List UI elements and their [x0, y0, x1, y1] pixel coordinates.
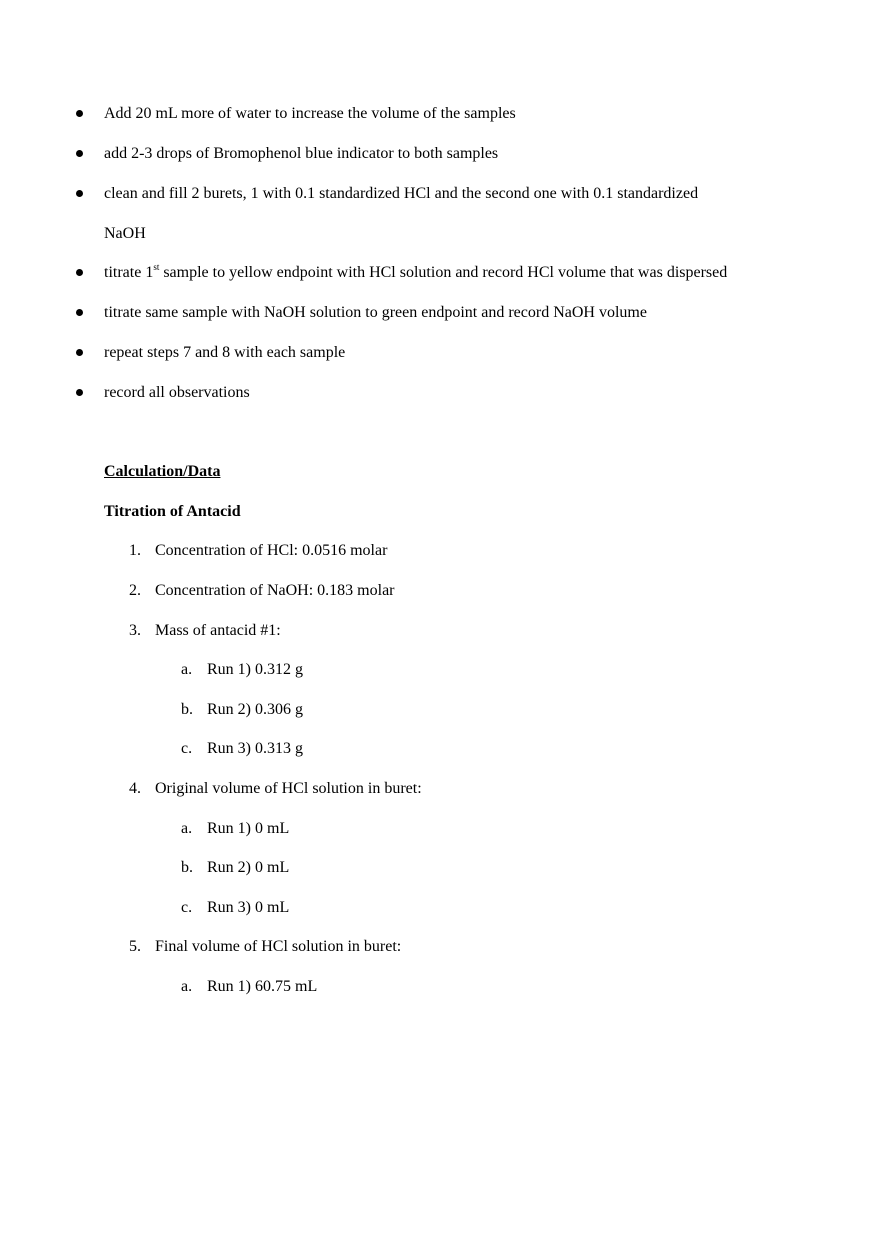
- bullet-text-continuation: NaOH: [104, 225, 146, 242]
- bullet-dot: [76, 190, 83, 197]
- item-text: Run 1) 60.75 mL: [207, 978, 318, 995]
- ordinal-superscript: st: [153, 262, 160, 272]
- bullet-dot: [76, 309, 83, 316]
- sub-list-item: [181, 699, 303, 721]
- item-number: 3.: [129, 622, 141, 639]
- list-item: [129, 540, 387, 562]
- item-text: Run 3) 0 mL: [207, 899, 290, 916]
- bullet-dot: [76, 269, 83, 276]
- item-text: Run 2) 0 mL: [207, 859, 290, 876]
- item-number: 5.: [129, 938, 141, 955]
- item-number: 1.: [129, 542, 141, 559]
- item-letter: c.: [181, 899, 193, 916]
- bullet-text: [104, 262, 727, 284]
- bullet-text: titrate same sample with NaOH solution to green endpoint and record NaOH volume: [104, 304, 647, 321]
- item-text: Run 1) 0 mL: [207, 820, 290, 837]
- procedure-bullet-continuation: [0, 223, 880, 247]
- item-letter: c.: [181, 740, 193, 757]
- item-text: Original volume of HCl solution in buret:: [155, 780, 422, 797]
- bullet-text-part: titrate 1: [104, 264, 154, 281]
- list-item: [129, 778, 422, 800]
- item-text: Mass of antacid #1:: [155, 622, 281, 639]
- sub-list-item: [181, 818, 289, 840]
- sub-list-item: [181, 897, 289, 919]
- item-number: 4.: [129, 780, 141, 797]
- procedure-bullet: [0, 183, 880, 207]
- item-letter: b.: [181, 701, 193, 718]
- bullet-text: Add 20 mL more of water to increase the volume of the samples: [104, 105, 516, 122]
- sub-list-item: [181, 857, 289, 879]
- procedure-bullet: [0, 143, 880, 167]
- bullet-dot: [76, 389, 83, 396]
- bullet-dot: [76, 349, 83, 356]
- item-letter: a.: [181, 978, 193, 995]
- item-text: Concentration of HCl: 0.0516 molar: [155, 542, 388, 559]
- procedure-bullet: [0, 262, 880, 286]
- item-text: Final volume of HCl solution in buret:: [155, 938, 402, 955]
- subsection-title: Titration of Antacid: [104, 503, 241, 520]
- procedure-bullet: [0, 103, 880, 127]
- bullet-text: add 2-3 drops of Bromophenol blue indicator to both samples: [104, 145, 499, 162]
- item-text: Concentration of NaOH: 0.183 molar: [155, 582, 395, 599]
- bullet-dot: [76, 150, 83, 157]
- bullet-dot: [76, 110, 83, 117]
- sub-list-item: [181, 659, 303, 681]
- item-letter: a.: [181, 820, 193, 837]
- list-item: [129, 580, 395, 602]
- bullet-text: record all observations: [104, 384, 250, 401]
- list-item: [129, 936, 401, 958]
- bullet-text: clean and fill 2 burets, 1 with 0.1 standardized HCl and the second one with 0.1 standardized: [104, 185, 699, 202]
- item-number: 2.: [129, 582, 141, 599]
- item-text: Run 2) 0.306 g: [207, 701, 303, 718]
- item-letter: a.: [181, 661, 193, 678]
- bullet-text: repeat steps 7 and 8 with each sample: [104, 344, 346, 361]
- sub-list-item: [181, 738, 303, 760]
- procedure-bullet: [0, 302, 880, 326]
- procedure-bullet: [0, 382, 880, 406]
- item-text: Run 3) 0.313 g: [207, 740, 303, 757]
- sub-list-item: [181, 976, 317, 998]
- item-text: Run 1) 0.312 g: [207, 661, 303, 678]
- procedure-bullet: [0, 342, 880, 366]
- item-letter: b.: [181, 859, 193, 876]
- bullet-text-part: sample to yellow endpoint with HCl solution and record HCl volume that was dispersed: [159, 264, 728, 281]
- section-title: Calculation/Data: [104, 463, 221, 480]
- list-item: [129, 620, 281, 642]
